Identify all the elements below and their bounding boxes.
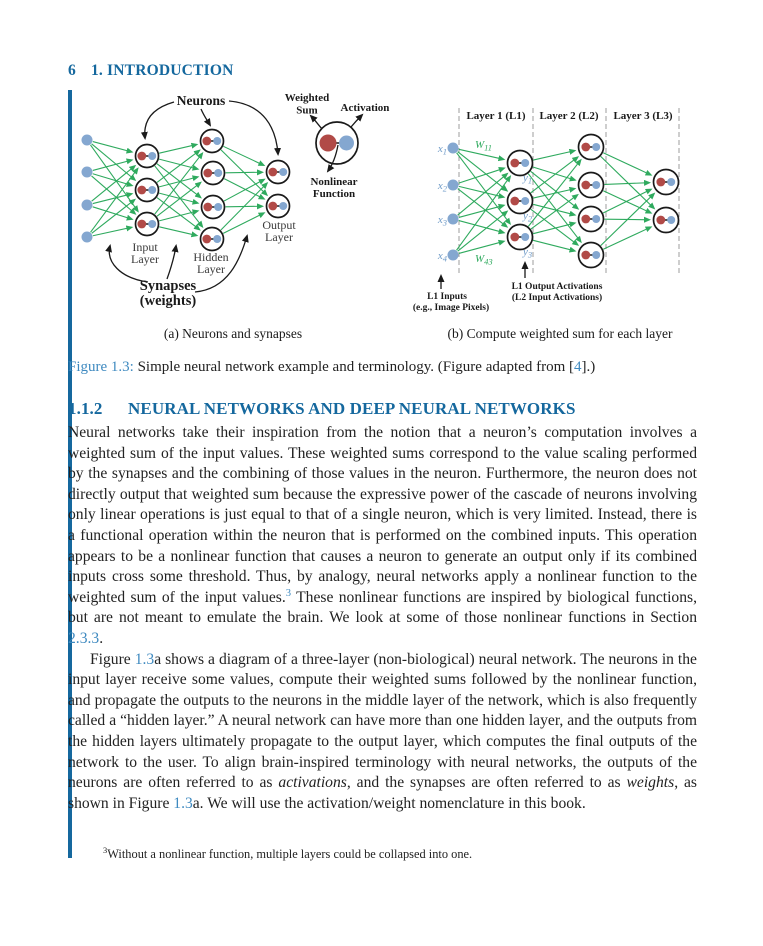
activation-dot <box>148 220 156 228</box>
figure-caption-text: Simple neural network example and terminology. (Figure adapted from [ <box>133 359 574 375</box>
input-x3-label <box>437 214 447 228</box>
input-layer-label-2: Layer <box>131 252 159 266</box>
weighted-sum-label-1: Weighted <box>284 92 330 104</box>
x1-subscript: 1 <box>442 146 447 157</box>
weighted-sum-dot <box>510 197 519 206</box>
w-symbol: W <box>475 139 485 151</box>
input-layer-label-1: Input <box>132 240 158 254</box>
p1-text-3: . <box>99 629 104 647</box>
paragraph-2 <box>68 650 697 815</box>
p2-text-3: , and the synapses are often referred to as <box>346 774 627 792</box>
weighted-sum-dot <box>203 203 212 212</box>
arrow-to-weighted-sum <box>311 116 322 129</box>
l1-outputs-note-1: L1 Output Activations <box>511 282 603 292</box>
layer3-header: Layer 3 (L3) <box>613 110 673 122</box>
y-symbol: y <box>523 246 528 258</box>
p1-text-2: These nonlinear functions are inspired by biological functions, but are not meant to emulate the brain. We look at some of those nonlinear functions in Section <box>68 588 697 627</box>
figure-caption <box>68 357 698 377</box>
l1-outputs-note-2: (L2 Input Activations) <box>511 293 603 303</box>
input-dot <box>82 135 93 146</box>
synapse-arrow <box>92 144 135 180</box>
activation-dot <box>592 143 600 151</box>
hidden-layer-label-1: Hidden <box>193 250 229 264</box>
y1-subscript: 1 <box>527 175 533 186</box>
synapse-arrow <box>458 152 507 191</box>
activation-dot <box>592 251 600 259</box>
x-symbol: x <box>437 143 443 155</box>
activation-dot <box>148 152 156 160</box>
activation-dot <box>667 178 675 186</box>
section-title: NEURAL NETWORKS AND DEEP NEURAL NETWORKS <box>128 399 576 418</box>
x-symbol: x <box>437 180 443 192</box>
layer2-header: Layer 2 (L2) <box>539 110 599 122</box>
page-number: 6 <box>68 62 76 79</box>
body-text <box>68 423 697 814</box>
activation-dot <box>521 159 529 167</box>
activation-dot <box>667 216 675 224</box>
weighted-sum-dot <box>581 215 590 224</box>
weighted-sum-dot <box>581 143 590 152</box>
synapse-arrow <box>159 211 197 221</box>
x3-subscript: 3 <box>442 217 447 228</box>
synapse-arrow <box>92 166 135 201</box>
output-layer-label-2: Layer <box>265 230 293 244</box>
y-symbol: y <box>523 210 528 222</box>
input-dot <box>82 200 93 211</box>
weight-w11-label <box>475 139 492 153</box>
w43-subscript: 43 <box>484 256 493 267</box>
synapse-arrow <box>159 227 196 236</box>
x-symbol: x <box>437 214 443 226</box>
synapses-label-2: (weights) <box>139 293 197 309</box>
weighted-sum-dot <box>202 235 211 244</box>
chapter-title: 1. INTRODUCTION <box>90 62 234 79</box>
activation-y1-label <box>522 172 532 186</box>
activation-dot <box>279 202 287 210</box>
synapse-arrow <box>603 153 650 175</box>
footnote-marker: 3 <box>103 844 108 855</box>
synapse-arrow <box>157 183 200 217</box>
synapse-arrow <box>224 180 264 201</box>
activation-dot <box>148 186 156 194</box>
figure-caption-tail: ].) <box>581 359 596 375</box>
footnote <box>68 844 731 862</box>
p2-text-5: a. We will use the activation/weight nomenclature in this book. <box>192 794 586 812</box>
synapse-arrow <box>157 164 200 198</box>
synapse-arrow <box>603 227 650 249</box>
p2-text-1: Figure <box>90 650 135 668</box>
y-symbol: y <box>523 172 528 184</box>
subcaption-b: (b) Compute weighted sum for each layer <box>447 326 673 341</box>
weights-emphasis: weights <box>626 774 675 792</box>
running-header <box>68 62 233 80</box>
neurons-arrow-right <box>229 101 278 154</box>
synapse-arrow <box>528 174 580 242</box>
weighted-sum-dot <box>656 216 665 225</box>
neurons-label: Neurons <box>176 93 226 108</box>
l1-inputs-note-1: L1 Inputs <box>427 292 467 302</box>
weighted-sum-dot <box>656 178 665 187</box>
synapse-arrow <box>531 157 578 193</box>
synapse-arrow <box>459 221 504 233</box>
w-symbol: W <box>475 253 485 265</box>
activation-dot <box>521 233 529 241</box>
figure-ref-13a-2[interactable]: 1.3 <box>173 794 193 812</box>
synapse-arrow <box>223 213 264 233</box>
synapse-arrow <box>224 179 264 199</box>
input-dot <box>82 232 93 243</box>
synapses-label-1: Synapses <box>139 278 197 294</box>
synapse-arrows-a <box>90 142 266 236</box>
activation-dot <box>213 235 221 243</box>
l1-inputs-note-2: (e.g., Image Pixels) <box>412 303 490 313</box>
activation-dot <box>592 181 600 189</box>
input-dot <box>448 250 459 261</box>
weighted-sum-dot <box>581 181 590 190</box>
w11-subscript: 11 <box>484 142 493 153</box>
p1-text-1: Neural networks take their inspiration from the notion that a neuron’s computation involves a weighted sum of the input values. These weighted sums correspond to the value scaling performed by the synapses and the combining of those values in the neuron. Furthermore, the neuron does not directly output that weighted sum because the expressive power of the cascade of neurons involving only linear operations is just equal to that of a single neuron, which is very limited. Instead, there is a functional operation within the neuron that is performed on the combined inputs. This operation appears to be a nonlinear function that causes a neuron to generate an output only if its combined inputs cross some threshold. Thus, by analogy, neural networks apply a nonlinear function to the weighted sum of the input values. <box>68 424 697 606</box>
weighted-sum-dot <box>137 152 146 161</box>
activation-y3-label <box>522 246 532 260</box>
synapse-arrow <box>533 240 574 251</box>
y3-subscript: 3 <box>527 249 533 260</box>
activation-dot <box>592 215 600 223</box>
weight-arrows-b <box>457 149 654 253</box>
hidden-layer-label-2: Layer <box>197 262 225 276</box>
weighted-sum-dot <box>581 251 590 260</box>
footnote-text: Without a nonlinear function, multiple layers could be collapsed into one. <box>107 847 473 861</box>
synapse-arrow <box>159 145 196 154</box>
weighted-sum-dot <box>510 159 519 168</box>
figure-a-diagram <box>68 88 398 318</box>
input-x1-label <box>437 143 447 157</box>
weight-w43-label <box>475 253 493 267</box>
arrow-to-activation <box>351 115 362 127</box>
neurons-arrow-middle <box>201 109 210 125</box>
activation-label: Activation <box>340 102 390 114</box>
activation-y2-label <box>522 210 533 224</box>
figure-b-diagram <box>412 100 700 315</box>
input-x2-label <box>437 180 448 194</box>
weighted-sum-dot <box>203 169 212 178</box>
weighted-sum-dot <box>202 137 211 146</box>
weighted-sum-dot <box>268 202 277 211</box>
weighted-sum-dot <box>320 135 337 152</box>
figure-caption-label[interactable]: Figure 1.3: <box>68 359 134 375</box>
weighted-sum-label-2: Sum <box>296 104 318 117</box>
section-number: 1.1.2 <box>68 399 103 418</box>
neurons-arrow-left <box>145 102 174 138</box>
activation-dot <box>214 169 222 177</box>
input-dot <box>448 214 459 225</box>
input-dot <box>448 180 459 191</box>
synapses-arrow-middle <box>167 246 176 279</box>
synapse-arrow <box>93 227 131 235</box>
neuron-closeup <box>311 115 362 171</box>
weighted-sum-dot <box>268 168 277 177</box>
p2-text-2: a shows a diagram of a three-layer (non-biological) neural network. The neurons in the input layer receive some values, compute their weighted sums followed by the nonlinear function, and propagate the outputs to the neurons in the middle layer of the network, which is also frequently called a “hidden layer.” A neural network can have more than one hidden layer, and the outputs from the hidden layers ultimately propagate to the output layer, which computes the final outputs of the network to the user. To align brain-inspired terminology with neural networks, the outputs of the neurons are often referred to as <box>68 650 697 792</box>
citation-ref-4[interactable]: 4 <box>574 359 582 375</box>
synapse-arrow <box>533 223 574 234</box>
input-dot <box>448 143 459 154</box>
synapse-arrow <box>155 154 202 215</box>
p2-text-4: , as shown in Figure <box>68 774 697 812</box>
figure-ref-13a[interactable]: 1.3 <box>134 650 155 668</box>
paragraph-1 <box>68 423 697 650</box>
synapse-arrow <box>155 166 202 227</box>
synapse-arrow <box>528 160 580 226</box>
synapse-arrow <box>225 172 262 173</box>
synapse-arrow <box>604 183 649 185</box>
activation-dot <box>521 197 529 205</box>
synapse-arrow <box>533 151 574 160</box>
nonlinear-label-1: Nonlinear <box>310 176 358 188</box>
synapse-arrow <box>223 146 263 165</box>
weighted-sum-dot <box>137 186 146 195</box>
activation-dot <box>213 137 221 145</box>
nonlinear-label-2: Function <box>312 188 356 200</box>
subcaption-a: (a) Neurons and synapses <box>163 326 303 341</box>
activation-dot <box>339 136 354 151</box>
y2-subscript: 2 <box>527 213 533 224</box>
weighted-sum-dot <box>510 233 519 242</box>
synapse-arrow <box>459 241 504 253</box>
x2-subscript: 2 <box>442 183 447 194</box>
section-heading <box>68 399 576 419</box>
x-symbol: x <box>437 250 443 262</box>
input-x4-label <box>437 250 448 264</box>
layer1-header: Layer 1 (L1) <box>466 110 526 122</box>
activation-dot <box>279 168 287 176</box>
section-ref-233[interactable]: 2.3.3 <box>68 629 100 647</box>
activation-dot <box>214 203 222 211</box>
footnote-ref-3[interactable]: 3 <box>285 587 292 599</box>
weighted-sum-dot <box>137 220 146 229</box>
activations-emphasis: activations <box>278 774 347 792</box>
x4-subscript: 4 <box>442 253 447 264</box>
output-layer-label-1: Output <box>262 218 296 232</box>
input-dot <box>82 167 93 178</box>
